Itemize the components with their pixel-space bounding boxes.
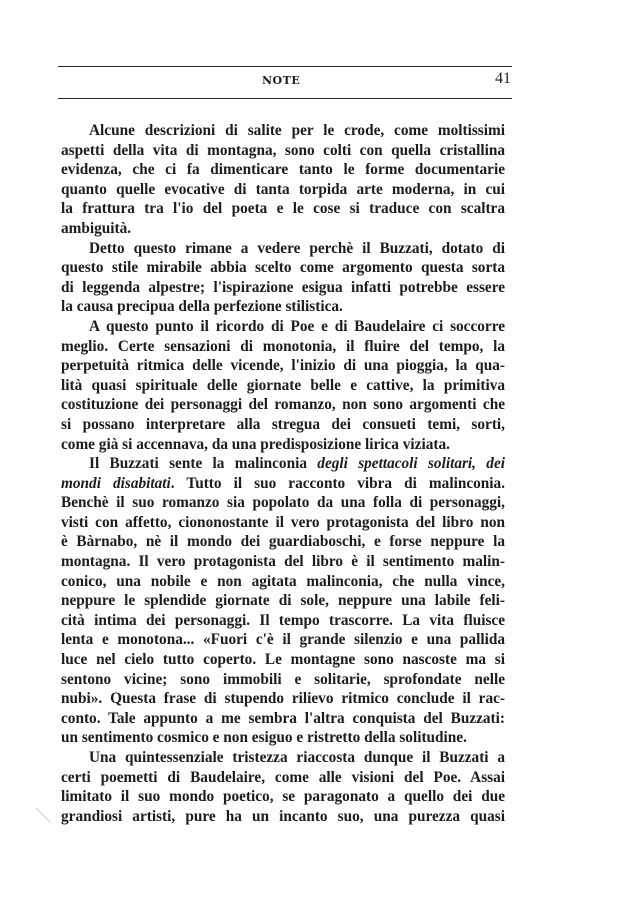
text-line: di leggenda alpestre; l'ispirazione esigua infatti potrebbe essere [61,278,505,296]
text-line: cità intima dei personaggi. Il tempo trascorre. La vita fluisce [61,611,505,629]
text-line: costituzione dei personaggi del romanzo, non sono argomenti che [61,396,505,414]
body-text [61,121,505,826]
text-line: Alcune descrizioni di salite per le crode, come moltissimi [89,122,505,139]
text-line: nubi». Questa frase di stupendo rilievo ritmico conclude il rac- [61,690,505,708]
italic-run: degli spettacoli solitari, dei [317,455,505,473]
text-line: è Bàrnabo, nè il mondo dei guardiaboschi, e forse neppure la [61,533,505,551]
text-line: limitato il suo mondo poetico, se paragonato a quello dei due [61,788,505,806]
text-line: certi poemetti di Baudelaire, come alle visioni del Poe. Assai [61,768,505,786]
text-line: neppure le splendide giornate di sole, neppure una labile feli- [61,592,505,610]
text-line: grandiosi artisti, pure ha un incanto suo, una purezza quasi [61,807,505,825]
text-line: la frattura tra l'io del poeta e le cose si traduce con scaltra [61,200,505,218]
header-rule-bottom [58,98,512,99]
text-run: . Tutto il suo racconto vibra di malinconia. [170,474,505,492]
text-line: come già si accennava, da una predisposizione lirica viziata. [61,435,450,453]
text-line: quanto quelle evocative di tanta torpida arte moderna, in cui [61,180,505,198]
text-line: evidenza, che ci fa dimenticare tanto le forme documentarie [61,161,505,179]
text-line: luce nel cielo tutto coperto. Le montagne sono nascoste ma si [61,651,505,669]
text-line: ambiguità. [61,219,132,237]
text-line: conico, una nobile e non agitata malinconia, che nulla vince, [61,572,505,590]
text-line: perpetuità ritmica delle vicende, l'inizio di una pioggia, la qua- [61,357,505,375]
text-line: la causa precipua della perfezione stilistica. [61,298,343,316]
text-line: visti con affetto, ciononostante il vero protagonista del libro non [61,513,505,531]
text-line: A questo punto il ricordo di Poe e di Baudelaire ci soccorre [89,317,505,335]
text-line: Detto questo rimane a vedere perchè il Buzzati, dotato di [89,239,505,257]
text-run: Il Buzzati sente la malinconia [89,455,318,473]
text-line: Benchè il suo romanzo sia popolato da una folla di personaggi, [61,494,505,512]
text-line: un sentimento cosmico e non esiguo e ristretto della solitudine. [61,729,467,747]
text-line: lità quasi spirituale delle giornate belle e cattive, la primitiva [61,376,505,394]
text-line: si possano interpretare alla stregua dei consueti temi, sorti, [61,415,505,433]
text-line-mixed [61,474,505,494]
text-line: sentono vicine; sono immobili e solitarie, sprofondate nelle [61,670,505,688]
running-head: NOTE [262,74,301,87]
text-line: Una quintessenziale tristezza riaccosta dunque il Buzzati a [89,749,505,766]
text-line: questo stile mirabile abbia scelto come argomento questa sorta [61,259,505,277]
italic-run: mondi disabitati [61,474,171,492]
text-line: conto. Tale appunto a me sembra l'altra conquista del Buzzati: [61,709,505,727]
text-line: aspetti della vita di montagna, sono colti con quella cristallina [61,141,505,159]
page-number: 41 [495,70,511,87]
text-line: meglio. Certe sensazioni di monotonia, il fluire del tempo, la [61,337,505,355]
scan-speck-mark [34,806,54,826]
text-line: montagna. Il vero protagonista del libro è il sentimento malin- [61,553,505,571]
text-line: lenta e monotona... «Fuori c'è il grande silenzio e una pallida [61,631,505,649]
header-rule-top [58,66,512,67]
text-line-mixed [61,454,505,474]
